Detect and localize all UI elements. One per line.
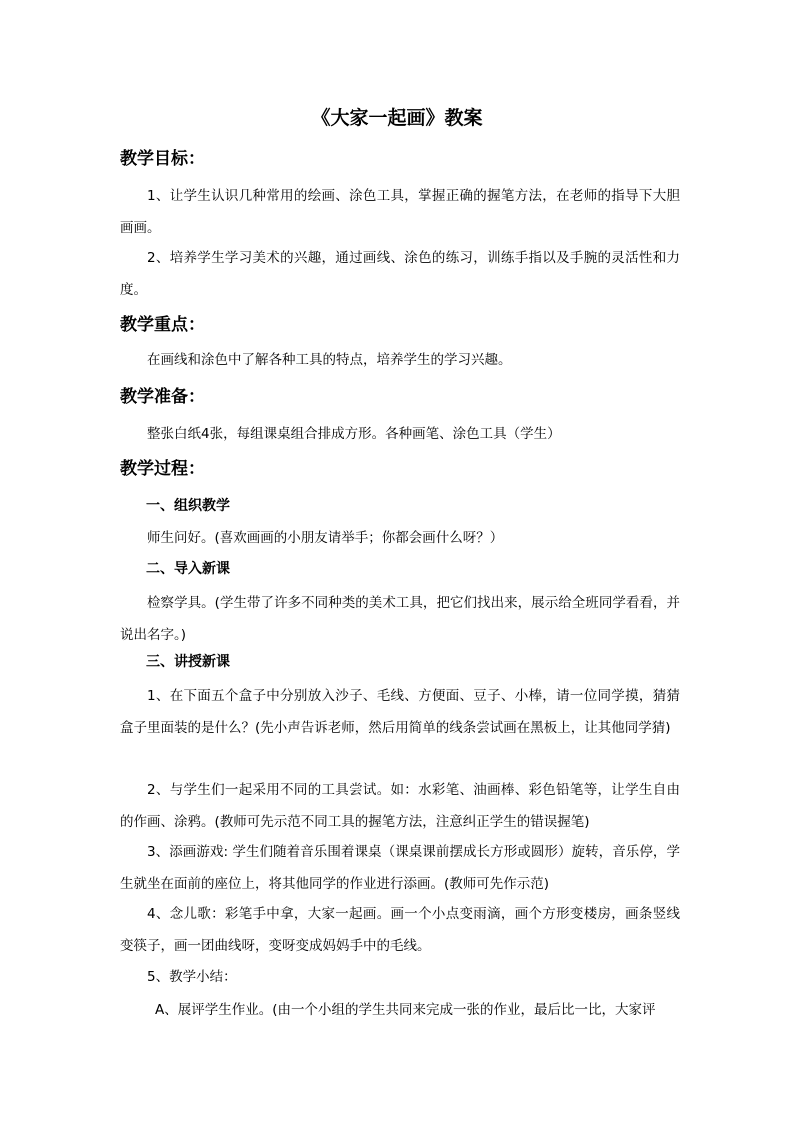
- objective-item-2: 2、培养学生学习美术的兴趣，通过画线、涂色的练习，训练手指以及手腕的灵活性和力度。: [120, 250, 680, 298]
- section-3-item-4: 4、念儿歌：彩笔手中拿，大家一起画。画一个小点变雨滴，画个方形变楼房，画条竖线变筷子，画一团曲线呀，变呀变成妈妈手中的毛线。: [120, 906, 680, 954]
- preparation-heading: 教学准备：: [120, 387, 205, 407]
- key-points-heading: 教学重点：: [120, 315, 205, 335]
- section-3-item-5: 5、教学小结：: [147, 969, 237, 985]
- key-points-text: 在画线和涂色中了解各种工具的特点，培养学生的学习兴趣。: [147, 352, 512, 368]
- preparation-text: 整张白纸4张，每组课桌组合排成方形。各种画笔、涂色工具（学生）: [147, 426, 561, 442]
- objective-item-1: 1、让学生认识几种常用的绘画、涂色工具，掌握正确的握笔方法，在老师的指导下大胆画画。: [120, 188, 680, 236]
- document-title: 《大家一起画》教案: [311, 107, 483, 129]
- section-1-title: 一、组织教学: [146, 498, 230, 514]
- section-2-text: 检察学具。(学生带了许多不同种类的美术工具，把它们找出来，展示给全班同学看看，并说出名字。): [120, 595, 680, 643]
- section-3-item-1: 1、在下面五个盒子中分别放入沙子、毛线、方便面、豆子、小棒，请一位同学摸，猜猜盒子里面装的是什么？(先小声告诉老师，然后用简单的线条尝试画在黑板上，让其他同学猜): [120, 688, 680, 736]
- objectives-heading: 教学目标：: [120, 149, 205, 169]
- process-heading: 教学过程：: [120, 459, 205, 479]
- section-1-text: 师生问好。(喜欢画画的小朋友请举手；你都会画什么呀？）: [147, 530, 504, 546]
- section-3-title: 三、讲授新课: [146, 654, 230, 670]
- section-2-title: 二、导入新课: [146, 561, 230, 577]
- section-3-item-a: A、展评学生作业。(由一个小组的学生共同来完成一张的作业，最后比一比，大家评: [155, 1002, 656, 1018]
- section-3-item-3: 3、添画游戏: 学生们随着音乐围着课桌（课桌课前摆成长方形或圆形）旋转，音乐停，学生就坐在面前的座位上，将其他同学的作业进行添画。(教师可先作示范): [120, 844, 680, 892]
- section-3-item-2: 2、与学生们一起采用不同的工具尝试。如：水彩笔、油画棒、彩色铅笔等，让学生自由的作画、涂鸦。(教师可先示范不同工具的握笔方法，注意纠正学生的错误握笔): [120, 782, 680, 830]
